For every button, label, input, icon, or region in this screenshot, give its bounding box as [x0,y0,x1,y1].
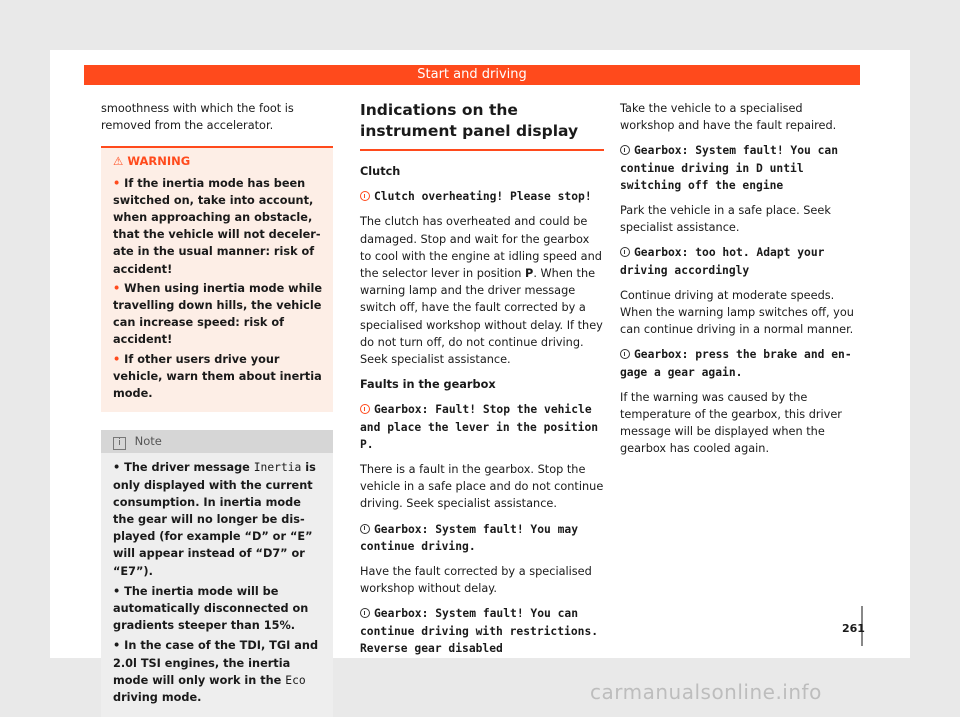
body-text: Have the fault corrected by a specialised workshop without delay. [360,565,592,596]
warning-lamp-icon [620,247,630,257]
page-header: Start and driving [84,65,860,85]
warning-triangle-icon: ⚠ [113,154,124,169]
warning-box [101,146,333,412]
driver-message: Gearbox: System fault! You may continue driving. [360,522,579,553]
warning-lamp-icon [620,349,630,359]
body-text: If the warning was caused by the temperature of the gearbox, this driver message will be displayed when the gearbox has cooled again. [620,390,842,456]
driver-message: Gearbox: press the brake and engage a gear again. [620,348,852,379]
clutch-heading: Clutch [360,165,401,178]
column-middle [360,100,604,665]
warning-label: WARNING [127,154,191,169]
body-text: Take the vehicle to a specialised workshop and have the fault repaired. [620,102,837,133]
warning-lamp-icon [360,608,370,618]
column-left [101,100,333,717]
inertia-code: Inertia [253,461,302,475]
clutch-text: The clutch has overheated and could be damaged. Stop and wait for the gearbox to cool with the engine at idling speed and the selector lever in position P. When the warning lamp and the driver message switch off, have the fault corrected by a specialised workshop without delay. If they do not turn off, do not continue driving. Seek specialist assistance. [360,215,603,367]
driver-message: Gearbox: too hot. Adapt your driving accordingly [620,246,825,277]
info-icon: i [113,437,126,450]
driver-message: Gearbox: System fault! You can continue driving in D until switching off the engine [620,144,839,192]
warning-lamp-icon [360,524,370,534]
note-label: Note [134,434,162,449]
warning-lamp-icon [620,145,630,155]
note-body [101,453,333,717]
warning-item: • If other users drive your vehicle, warn them about inertia mode. [113,352,322,401]
body-text: There is a fault in the gearbox. Stop the vehicle in a safe place and do not continue driving. Seek specialist assistance. [360,463,604,511]
body-text: Park the vehicle in a safe place. Seek specialist assistance. [620,204,831,235]
intro-text: smoothness with which the foot is removed from the accelerator. [101,102,294,133]
note-item: • In the case of the TDI, TGI and 2.0l TSI engines, the inertia mode will only work in the Eco driving mode. [113,639,319,705]
bullet-icon: • [113,281,125,295]
warning-header [101,148,333,174]
warning-item: • When using inertia mode while travelling down hills, the vehicle can increase speed: risk of accident! [113,281,323,347]
bullet-icon: • [113,176,125,190]
watermark: carmanualsonline.info [590,680,822,704]
note-header [101,430,333,453]
page-number: 261 [842,622,865,635]
note-item: • The inertia mode will be automatically disconnected on gradients steeper than 15%. [113,584,309,633]
driver-message: Gearbox: System fault! You can continue driving with restrictions. Reverse gear disabled [360,607,599,655]
warning-lamp-icon [360,191,370,201]
gearbox-heading: Faults in the gearbox [360,378,496,392]
warning-lamp-icon [360,404,370,414]
note-item: • The driver message Inertia is only displayed with the current consumption. In inertia mode the gear will no longer be displayed (for example “D” or “E” will appear instead of “D7” or “E7”). [113,461,316,578]
warning-item: • If the inertia mode has been switched on, take into account, when approaching an obstacle, that the vehicle will not decelerate in the usual manner: risk of accident! [113,176,321,276]
body-text: Continue driving at moderate speeds. When the warning lamp switches off, you can continue driving in a normal manner. [620,288,854,337]
section-title: Indications on the instrument panel display [360,100,604,151]
note-box [101,430,333,717]
bullet-icon: • [113,352,125,366]
driver-message: Gearbox: Fault! Stop the vehicle and place the lever in the position P. [360,403,599,451]
column-right [620,100,860,466]
eco-code: Eco [285,673,306,687]
warning-body [101,175,333,413]
driver-message: Clutch overheating! Please stop! [360,188,604,205]
